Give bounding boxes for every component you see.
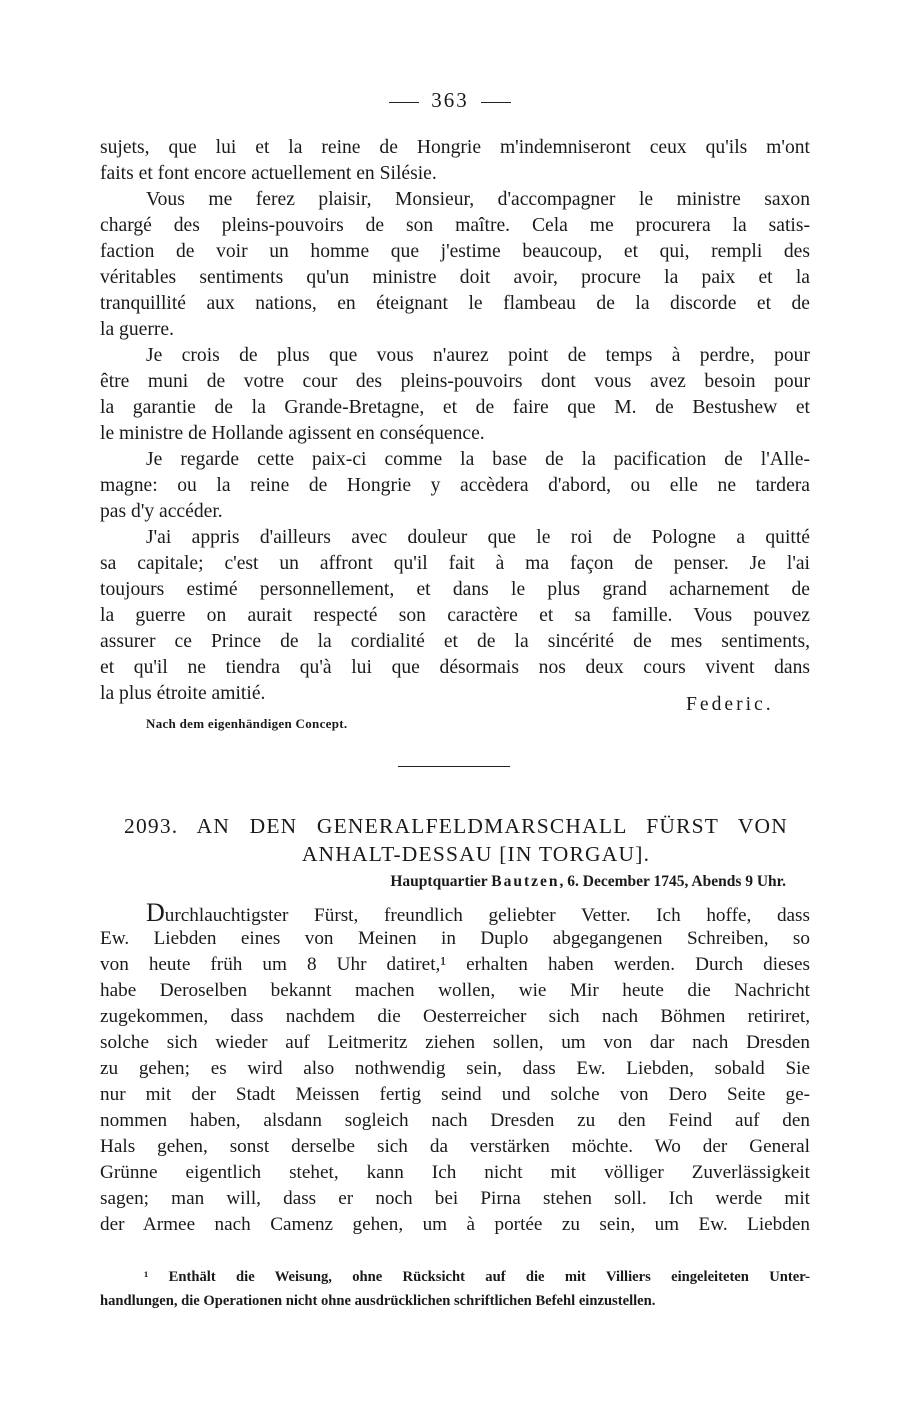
page-number-text: 363 — [431, 88, 469, 112]
text-line: sujets, que lui et la reine de Hongrie m'indemniseront ceux qu'ils m'ont — [100, 137, 810, 158]
text-line: nur mit der Stadt Meissen fertig seind und solche von Dero Seite ge- — [100, 1084, 810, 1105]
text-line: le ministre de Hollande agissent en conséquence. — [100, 423, 485, 444]
footnote-line: handlungen, die Operationen nicht ohne ausdrücklichen schriftlichen Befehl einzustellen. — [100, 1293, 656, 1309]
text-line: Vous me ferez plaisir, Monsieur, d'accompagner le ministre saxon — [146, 189, 810, 210]
text-line: magne: ou la reine de Hongrie y accèdera d'abord, ou elle ne tardera — [100, 475, 810, 496]
text-line: la guerre. — [100, 319, 174, 340]
signature: Federic. — [686, 694, 774, 715]
text-line: von heute früh um 8 Uhr datiret,¹ erhalten haben werden. Durch dieses — [100, 954, 810, 975]
letter-dateline — [272, 873, 786, 891]
source-note: Nach dem eigenhändigen Concept. — [146, 716, 348, 731]
text-line: la guerre on aurait respecté son caractère et sa famille. Vous pouvez — [100, 605, 810, 626]
text-line: habe Deroselben bekannt machen wollen, wie Mir heute die Nachricht — [100, 980, 810, 1001]
footnote — [100, 1265, 810, 1313]
text-line: sa capitale; c'est un affront qu'il fait à ma façon de penser. Je l'ai — [100, 553, 810, 574]
text-line: Je crois de plus que vous n'aurez point de temps à perdre, pour — [146, 345, 810, 366]
first-line-text: urchlauchtigster Fürst, freundlich geliebter Vetter. Ich hoffe, dass — [164, 905, 810, 926]
text-line: la plus étroite amitié. — [100, 683, 266, 704]
text-line: pas d'y accéder. — [100, 501, 223, 522]
text-line: tranquillité aux nations, en éteignant le flambeau de la discorde et de — [100, 293, 810, 314]
text-line: toujours estimé personnellement, et dans le plus grand acharnement de — [100, 579, 810, 600]
text-line: être muni de votre cour des pleins-pouvoirs dont vous avez besoin pour — [100, 371, 810, 392]
drop-cap: D — [146, 898, 165, 927]
text-line: zu gehen; es wird also nothwendig sein, dass Ew. Liebden, sobald Sie — [100, 1058, 810, 1079]
page-number-dash-right — [481, 102, 511, 103]
page-number-dash-left — [389, 102, 419, 103]
text-line: zugekommen, dass nachdem die Oesterreicher sich nach Böhmen retiriret, — [100, 1006, 810, 1027]
text-line: Ew. Liebden eines von Meinen in Duplo abgegangenen Schreiben, so — [100, 928, 810, 949]
text-line: sagen; man will, dass er noch bei Pirna stehen soll. Ich werde mit — [100, 1188, 810, 1209]
text-line: faction de voir un homme que j'estime beaucoup, et qui, rempli des — [100, 241, 810, 262]
text-line: et qu'il ne tiendra qu'à lui que désormais nos deux cours vivent dans — [100, 657, 810, 678]
text-line: der Armee nach Camenz gehen, um à portée zu sein, um Ew. Liebden — [100, 1214, 810, 1235]
letter-heading-line-2: ANHALT-DESSAU [IN TORGAU]. — [301, 842, 651, 866]
text-line: chargé des pleins-pouvoirs de son maître. Cela me procurera la satis- — [100, 215, 810, 236]
text-line: la garantie de la Grande-Bretagne, et de faire que M. de Bestushew et — [100, 397, 810, 418]
letter-heading-line-1 — [124, 812, 788, 840]
letter-2093-body — [100, 900, 810, 1238]
text-line: Grünne eigentlich stehet, kann Ich nicht mit völliger Zuverlässigkeit — [100, 1162, 810, 1183]
dateline-date: , 6. December 1745, Abends 9 Uhr. — [559, 873, 786, 890]
text-line: véritables sentiments qu'un ministre doit avoir, procure la paix et la — [100, 267, 810, 288]
text-line: J'ai appris d'ailleurs avec douleur que le roi de Pologne a quitté — [146, 527, 810, 548]
text-line: solche sich wieder auf Leitmeritz ziehen sollen, um von dar nach Dresden — [100, 1032, 810, 1053]
text-line: Je regarde cette paix-ci comme la base de la pacification de l'Alle- — [146, 449, 810, 470]
letter-number: 2093. — [124, 814, 179, 838]
page-number — [0, 88, 900, 113]
footnote-line: ¹ Enthält die Weisung, ohne Rücksicht auf die mit Villiers eingeleiteten Unter- — [144, 1269, 810, 1285]
section-divider — [398, 766, 510, 767]
dateline-prefix: Hauptquartier — [390, 873, 488, 890]
text-line — [100, 900, 810, 926]
text-line: faits et font encore actuellement en Silésie. — [100, 163, 437, 184]
text-line: nommen haben, alsdann sogleich nach Dresden zu den Feind auf den — [100, 1110, 810, 1131]
text-line: assurer ce Prince de la cordialité et de la sincérité de mes sentiments, — [100, 631, 810, 652]
letter-heading-text-1: AN DEN GENERALFELDMARSCHALL FÜRST VON — [196, 814, 789, 838]
letter-top-body — [100, 135, 810, 707]
text-line: Hals gehen, sonst derselbe sich da verstärken möchte. Wo der General — [100, 1136, 810, 1157]
dateline-place: Bautzen — [491, 873, 560, 890]
